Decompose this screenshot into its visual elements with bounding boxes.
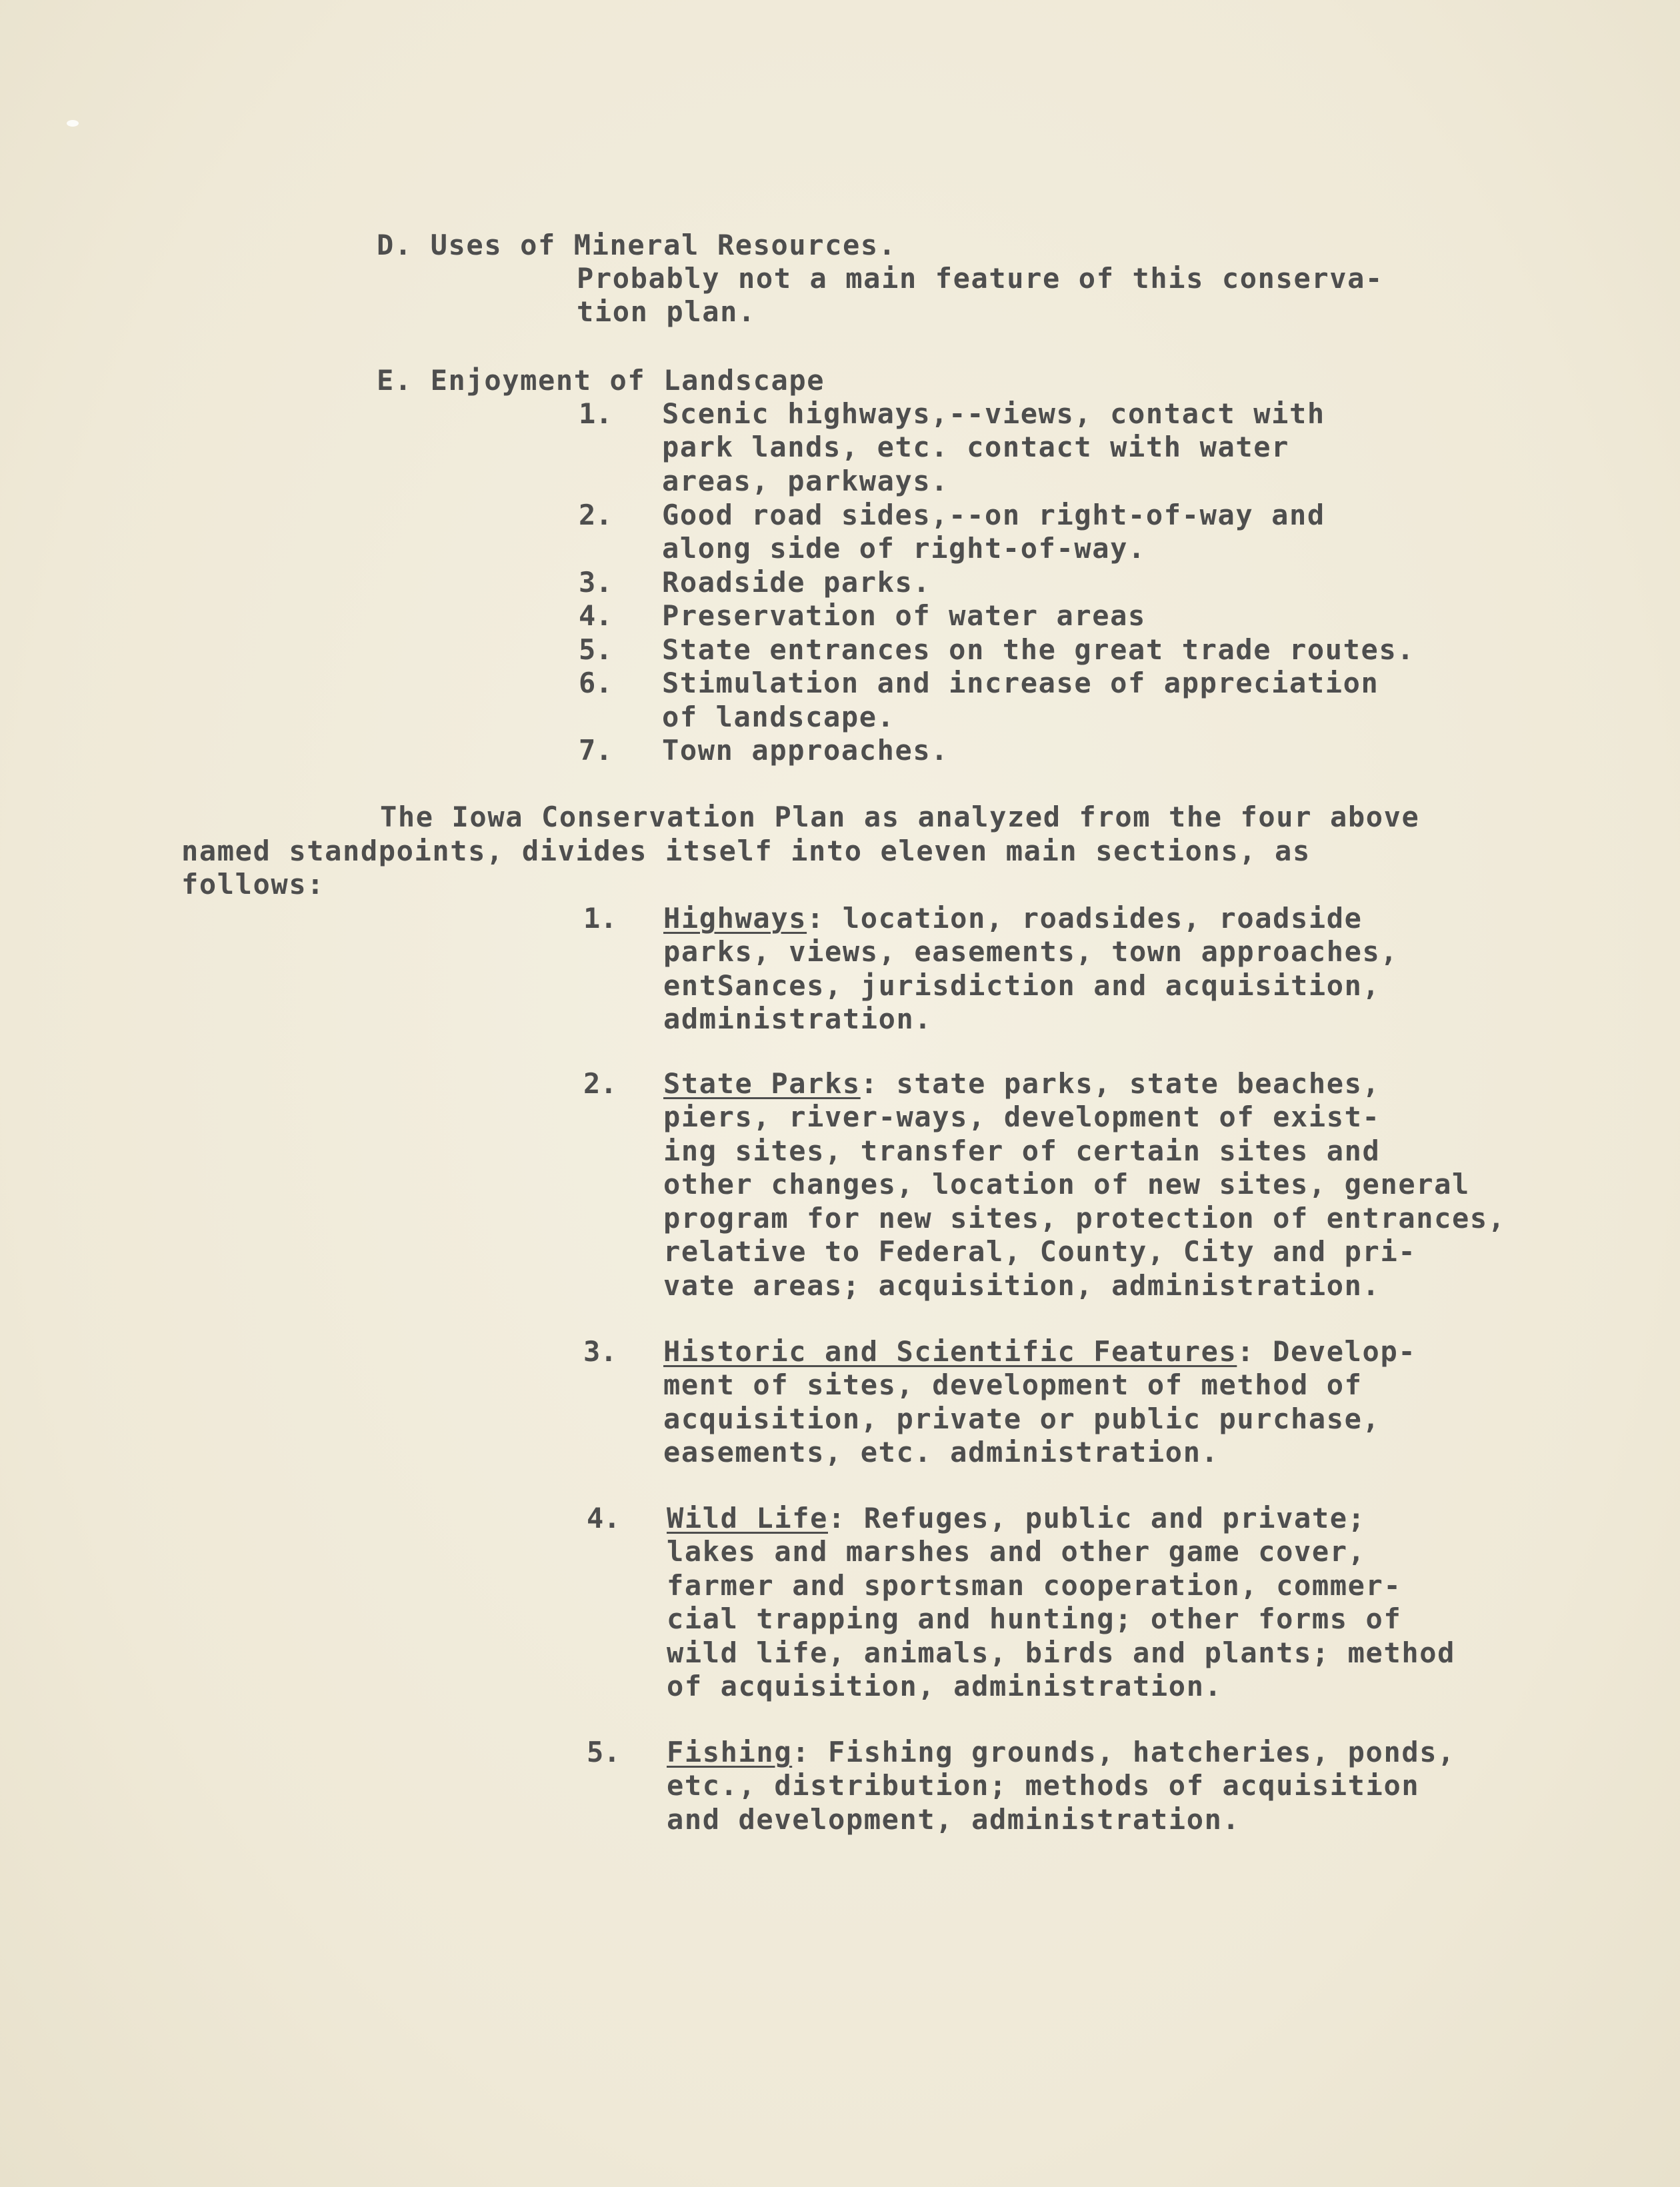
section-line: administration. [663, 1003, 933, 1035]
section-first-line [663, 902, 1363, 936]
section-number: 5. [587, 1736, 621, 1768]
section-line: ment of sites, development of method of [663, 1368, 1363, 1401]
intro-paragraph-line: named standpoints, divides itself into eleven main sections, as [181, 835, 1311, 867]
list-item-number: 2. [579, 499, 613, 531]
section-d-line: Probably not a main feature of this conserva- [577, 262, 1383, 295]
section-number: 2. [583, 1067, 617, 1100]
list-item-number: 3. [579, 566, 613, 599]
list-item-line: Roadside parks. [662, 566, 931, 599]
section-line: entSances, jurisdiction and acquisition, [663, 969, 1381, 1002]
section-d-line: tion plan. [577, 295, 756, 328]
section-line: parks, views, easements, town approaches, [663, 935, 1399, 968]
list-item-line: Scenic highways,--views, contact with [662, 397, 1325, 430]
list-item-line: park lands, etc. contact with water [662, 431, 1290, 463]
section-line: relative to Federal, County, City and pri- [663, 1235, 1417, 1268]
list-item-number: 6. [579, 667, 613, 699]
list-item-line: areas, parkways. [662, 465, 949, 497]
section-number: 3. [583, 1335, 617, 1368]
section-first-line [667, 1502, 1366, 1536]
list-item-number: 5. [579, 633, 613, 666]
section-text: : state parks, state beaches, [860, 1067, 1381, 1100]
section-title: State Parks [663, 1067, 861, 1100]
section-line: program for new sites, protection of entrances, [663, 1202, 1506, 1234]
section-line: and development, administration. [667, 1803, 1241, 1836]
list-item-number: 1. [579, 397, 613, 430]
section-title: Highways [663, 902, 807, 935]
section-line: other changes, location of new sites, general [663, 1168, 1470, 1200]
list-item-line: State entrances on the great trade routes. [662, 633, 1415, 666]
section-number: 1. [583, 902, 617, 935]
list-item-line: of landscape. [662, 701, 895, 733]
list-item-line: Town approaches. [662, 734, 949, 767]
section-title: Fishing [667, 1736, 793, 1768]
section-line: wild life, animals, birds and plants; method [667, 1636, 1455, 1669]
section-text: : Fishing grounds, hatcheries, ponds, [792, 1736, 1455, 1768]
section-number: 4. [587, 1502, 621, 1534]
section-first-line [663, 1335, 1416, 1369]
section-first-line [663, 1067, 1380, 1101]
section-line: cial trapping and hunting; other forms of [667, 1602, 1402, 1635]
section-line: of acquisition, administration. [667, 1670, 1223, 1702]
intro-paragraph-line: The Iowa Conservation Plan as analyzed from the four above [380, 801, 1420, 833]
section-title: Wild Life [667, 1502, 828, 1534]
section-line: acquisition, private or public purchase, [663, 1402, 1381, 1435]
list-item-line: Stimulation and increase of appreciation [662, 667, 1379, 699]
section-text: : Develop- [1237, 1335, 1417, 1368]
section-line: vate areas; acquisition, administration. [663, 1269, 1381, 1302]
section-title: Historic and Scientific Features [663, 1335, 1237, 1368]
list-item-line: Preservation of water areas [662, 599, 1146, 632]
section-first-line [667, 1736, 1455, 1770]
section-d-heading: D. Uses of Mineral Resources. [377, 229, 897, 261]
section-line: farmer and sportsman cooperation, commer- [667, 1569, 1402, 1602]
section-line: piers, river-ways, development of exist- [663, 1100, 1381, 1133]
section-line: etc., distribution; methods of acquisition [667, 1769, 1420, 1802]
section-e-heading: E. Enjoyment of Landscape [377, 364, 825, 397]
section-text: : Refuges, public and private; [827, 1502, 1366, 1534]
section-line: easements, etc. administration. [663, 1436, 1219, 1468]
section-text: : location, roadsides, roadside [807, 902, 1363, 935]
list-item-number: 7. [579, 734, 613, 767]
paper-blemish [67, 120, 79, 127]
list-item-number: 4. [579, 599, 613, 632]
list-item-line: Good road sides,--on right-of-way and [662, 499, 1325, 531]
intro-paragraph-line: follows: [181, 868, 325, 901]
section-line: ing sites, transfer of certain sites and [663, 1134, 1381, 1167]
section-line: lakes and marshes and other game cover, [667, 1535, 1366, 1568]
list-item-line: along side of right-of-way. [662, 532, 1146, 565]
